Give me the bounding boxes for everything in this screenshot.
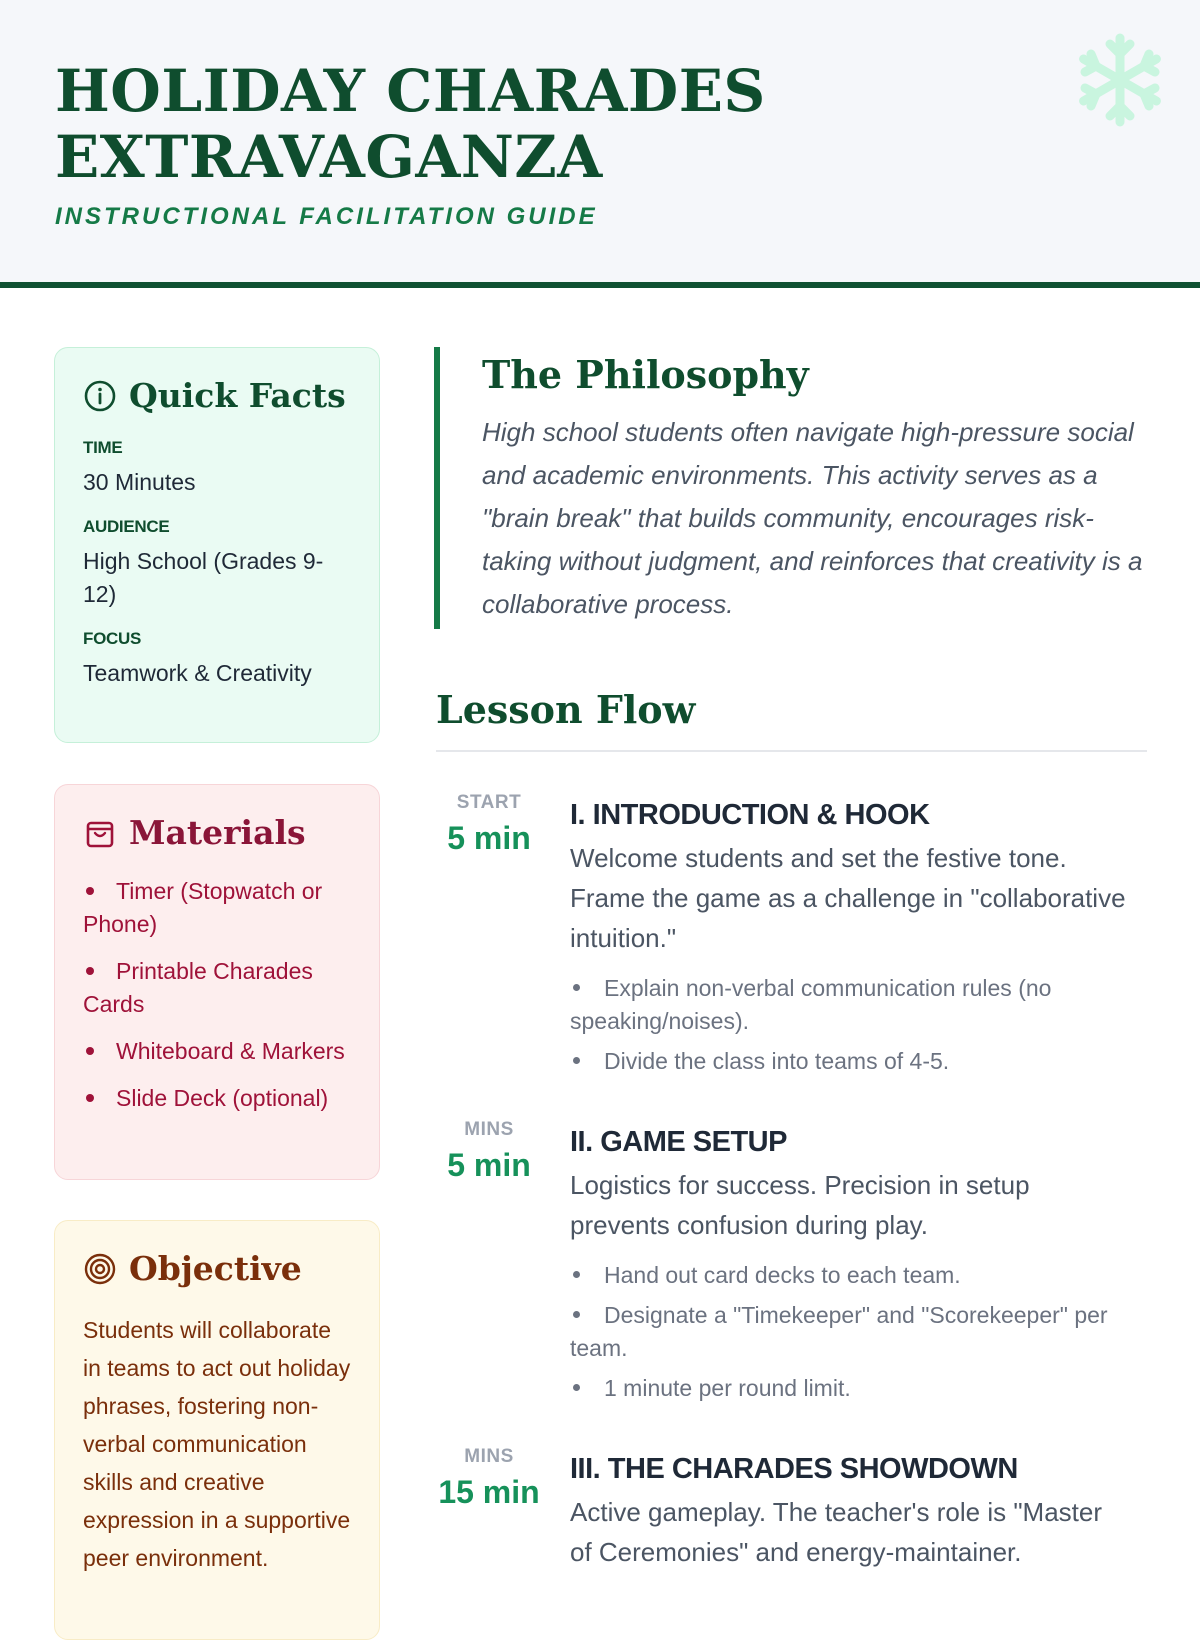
step-body — [570, 792, 1130, 1085]
list-item — [570, 1259, 1130, 1292]
objective-card — [54, 1220, 380, 1640]
page-title-line-1: HOLIDAY CHARADES — [55, 57, 766, 125]
materials-list — [83, 875, 351, 1115]
bullet-icon — [573, 1311, 580, 1318]
list-item — [83, 1035, 351, 1068]
bullet-icon — [86, 887, 94, 895]
step-time — [436, 1119, 542, 1184]
bullet-icon — [573, 984, 580, 991]
objective-header — [83, 1249, 351, 1289]
philosophy-title: The Philosophy — [482, 352, 809, 397]
step-title: I. INTRODUCTION & HOOK — [570, 799, 930, 831]
list-item-text: Explain non-verbal communication rules (no speaking/noises). — [570, 975, 1052, 1034]
step-time-label: START — [456, 792, 522, 813]
materials-title: Materials — [129, 813, 306, 852]
step-body — [570, 1446, 1130, 1572]
quick-facts-card — [54, 347, 380, 743]
step-time-value: 5 min — [447, 1147, 531, 1183]
lesson-flow-title: Lesson Flow — [436, 687, 696, 732]
materials-card — [54, 784, 380, 1180]
fact-item — [83, 438, 351, 499]
fact-item — [83, 517, 351, 611]
list-item — [570, 972, 1130, 1038]
list-item — [83, 875, 351, 941]
list-item — [83, 1082, 351, 1115]
fact-value: 30 Minutes — [83, 469, 196, 495]
step-time-label: MINS — [464, 1119, 514, 1140]
page-title-line-2: EXTRAVAGANZA — [55, 123, 603, 191]
section-divider — [436, 750, 1147, 752]
philosophy-text: High school students often navigate high-pressure social and academic environments. This activity serves as a "brain break" that builds community, encourages risk-taking without judgment, and reinforces that creativity is a collaborative process. — [482, 417, 1143, 619]
materials-header — [83, 813, 351, 853]
bullet-icon — [86, 967, 94, 975]
step-body — [570, 1119, 1130, 1412]
fact-value: Teamwork & Creativity — [83, 660, 312, 686]
list-item-text: Divide the class into teams of 4-5. — [604, 1048, 950, 1074]
step-time-value: 15 min — [438, 1474, 540, 1510]
bullet-icon — [573, 1271, 580, 1278]
step-time-label: MINS — [464, 1446, 514, 1467]
list-item-text: Printable Charades Cards — [83, 958, 313, 1017]
step-bullets — [570, 1259, 1130, 1405]
list-item-text: Hand out card decks to each team. — [604, 1262, 961, 1288]
step-description: Logistics for success. Precision in setup prevents confusion during play. — [570, 1170, 1030, 1240]
target-icon — [83, 1252, 117, 1286]
fact-value: High School (Grades 9-12) — [83, 548, 324, 607]
fact-item — [83, 629, 351, 690]
step-title: II. GAME SETUP — [570, 1126, 787, 1158]
step-time-value: 5 min — [447, 820, 531, 856]
objective-title: Objective — [129, 1249, 302, 1288]
step-description: Active gameplay. The teacher's role is "Master of Ceremonies" and energy-maintainer. — [570, 1497, 1103, 1567]
page-header — [0, 0, 1200, 288]
philosophy-section — [434, 347, 1154, 629]
step-title: III. THE CHARADES SHOWDOWN — [570, 1453, 1018, 1485]
bullet-icon — [86, 1047, 94, 1055]
step-time — [436, 792, 542, 857]
list-item-text: Whiteboard & Markers — [116, 1038, 345, 1064]
fact-label: AUDIENCE — [83, 517, 170, 536]
list-item-text: Slide Deck (optional) — [116, 1085, 329, 1111]
objective-text: Students will collaborate in teams to act out holiday phrases, fostering non-verbal communication skills and creative expression in a supportive peer environment. — [83, 1317, 351, 1571]
step-bullets — [570, 972, 1130, 1078]
quick-facts-title: Quick Facts — [129, 376, 346, 415]
snowflake-icon — [1070, 30, 1170, 130]
bullet-icon — [573, 1057, 580, 1064]
fact-label: FOCUS — [83, 629, 142, 648]
bullet-icon — [86, 1094, 94, 1102]
list-item-text: Designate a "Timekeeper" and "Scorekeeper" per team. — [570, 1302, 1108, 1361]
fact-label: TIME — [83, 438, 123, 457]
list-item-text: Timer (Stopwatch or Phone) — [83, 878, 323, 937]
step-time — [436, 1446, 542, 1511]
page-subtitle: INSTRUCTIONAL FACILITATION GUIDE — [55, 203, 598, 230]
list-item — [570, 1299, 1130, 1365]
page-title — [55, 58, 855, 190]
bag-icon — [83, 816, 117, 850]
step-description: Welcome students and set the festive tone. Frame the game as a challenge in "collaborative intuition." — [570, 843, 1126, 953]
list-item — [570, 1045, 1130, 1078]
quick-facts-header — [83, 376, 351, 416]
list-item — [83, 955, 351, 1021]
list-item — [570, 1372, 1130, 1405]
bullet-icon — [573, 1384, 580, 1391]
list-item-text: 1 minute per round limit. — [604, 1375, 851, 1401]
info-icon — [83, 379, 117, 413]
